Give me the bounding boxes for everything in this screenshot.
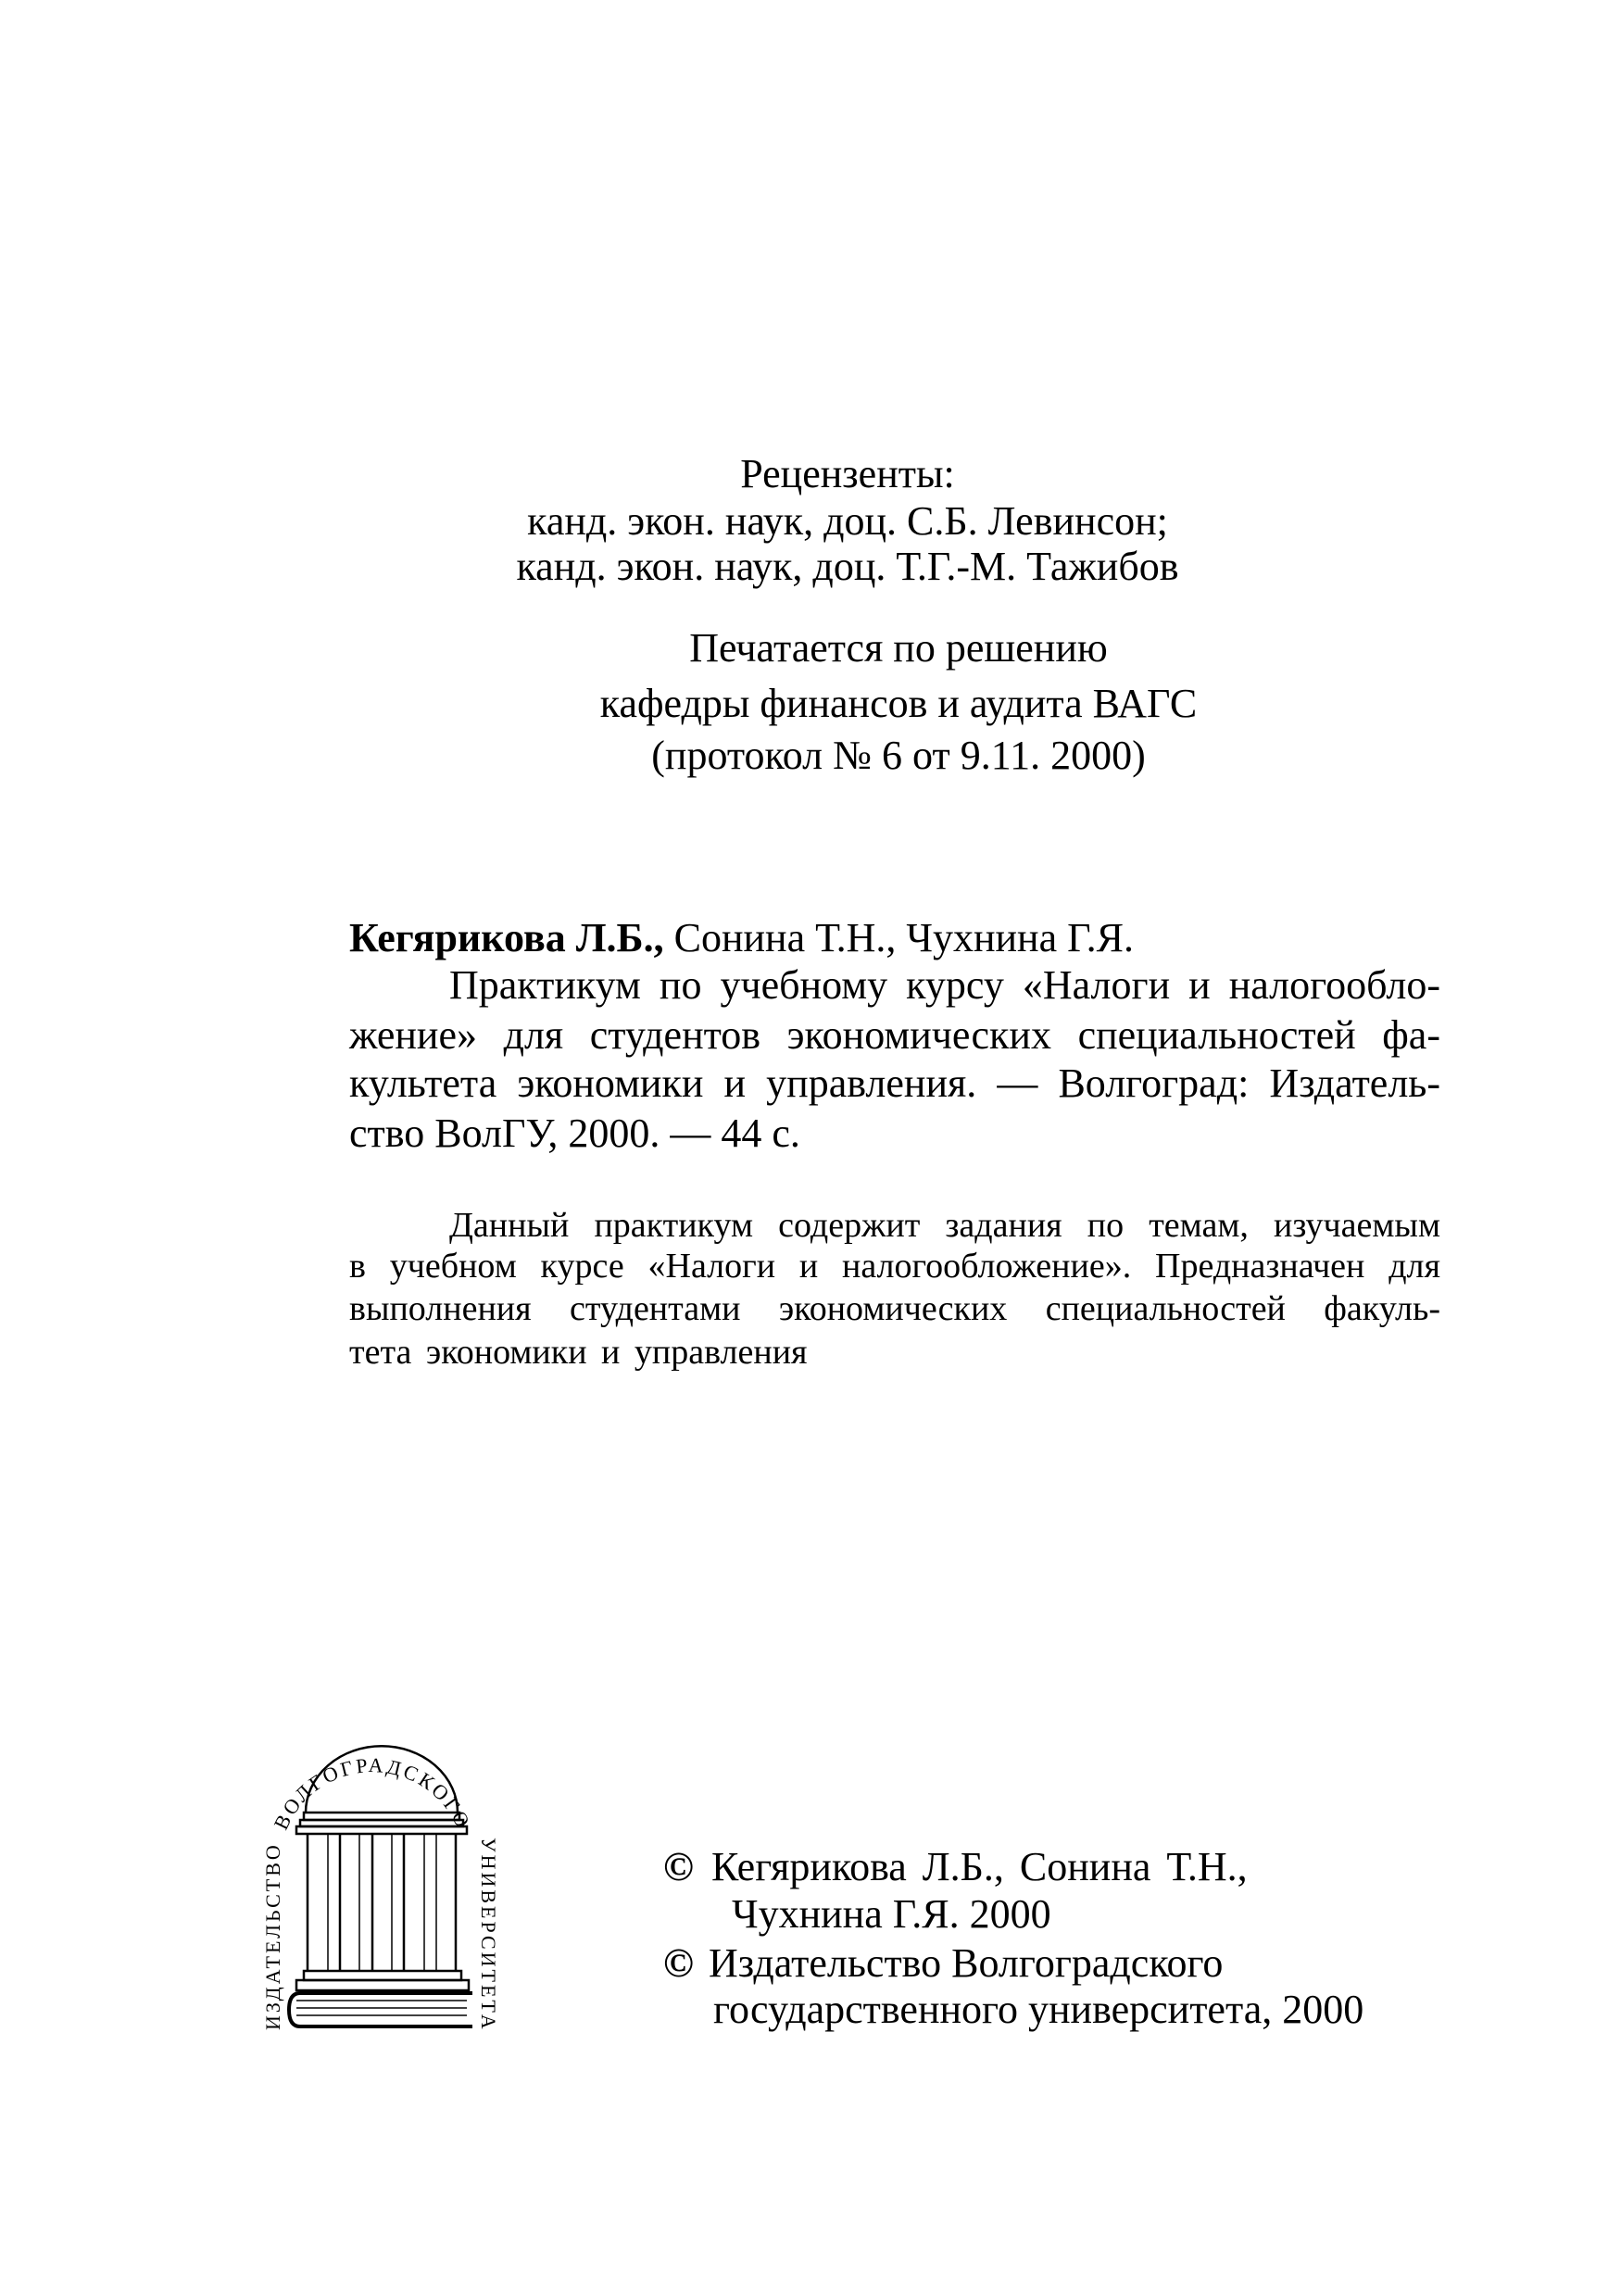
reviewer-line: канд. экон. наук, доц. С.Б. Левинсон;: [527, 498, 1168, 544]
approval-line: кафедры финансов и аудита ВАГС: [599, 681, 1198, 726]
citation-line: Практикум по учебному курсу «Налоги и налогообло-: [449, 962, 1440, 1008]
citation-line: жение» для студентов экономических специальностей фа-: [349, 1012, 1440, 1058]
first-author: Кегярикова Л.Б.,: [349, 915, 664, 960]
authors-line: [349, 914, 1134, 962]
reviewer-line: канд. экон. наук, доц. Т.Г.-М. Тажибов: [516, 544, 1179, 589]
copyright-line: Кегярикова Л.Б., Сонина Т.Н.,: [711, 1844, 1248, 1889]
logo-text-top: ВОЛГОГРАДСКОГО: [269, 1752, 476, 1834]
citation-line: культета экономики и управления. — Волгоград: Издатель-: [349, 1060, 1440, 1106]
publisher-logo: [243, 1725, 511, 2049]
other-authors: Сонина Т.Н., Чухнина Г.Я.: [663, 915, 1134, 960]
annotation-line: в учебном курсе «Налоги и налогообложение». Предназначен для: [349, 1247, 1440, 1286]
approval-line: Печатается по решению: [689, 625, 1108, 671]
copyright-symbol: ©: [663, 1940, 694, 1986]
reviewers-heading: Рецензенты:: [740, 451, 955, 496]
logo-text-left: ИЗДАТЕЛЬСТВО: [261, 1842, 284, 2030]
copyright-line: государственного университета, 2000: [713, 1987, 1364, 2032]
annotation-line: тета экономики и управления: [349, 1333, 808, 1372]
annotation-line: выполнения студентами экономических специальностей факуль-: [349, 1289, 1440, 1328]
approval-line: (протокол № 6 от 9.11. 2000): [651, 733, 1146, 778]
annotation-line: Данный практикум содержит задания по темам, изучаемым: [449, 1206, 1440, 1245]
copyright-line: Чухнина Г.Я. 2000: [732, 1891, 1051, 1937]
copyright-line: Издательство Волгоградского: [709, 1940, 1224, 1986]
copyright-symbol: ©: [663, 1844, 694, 1889]
citation-line: ство ВолГУ, 2000. — 44 с.: [349, 1110, 800, 1156]
logo-text-right: УНИВЕРСИТЕТА: [477, 1838, 500, 2032]
